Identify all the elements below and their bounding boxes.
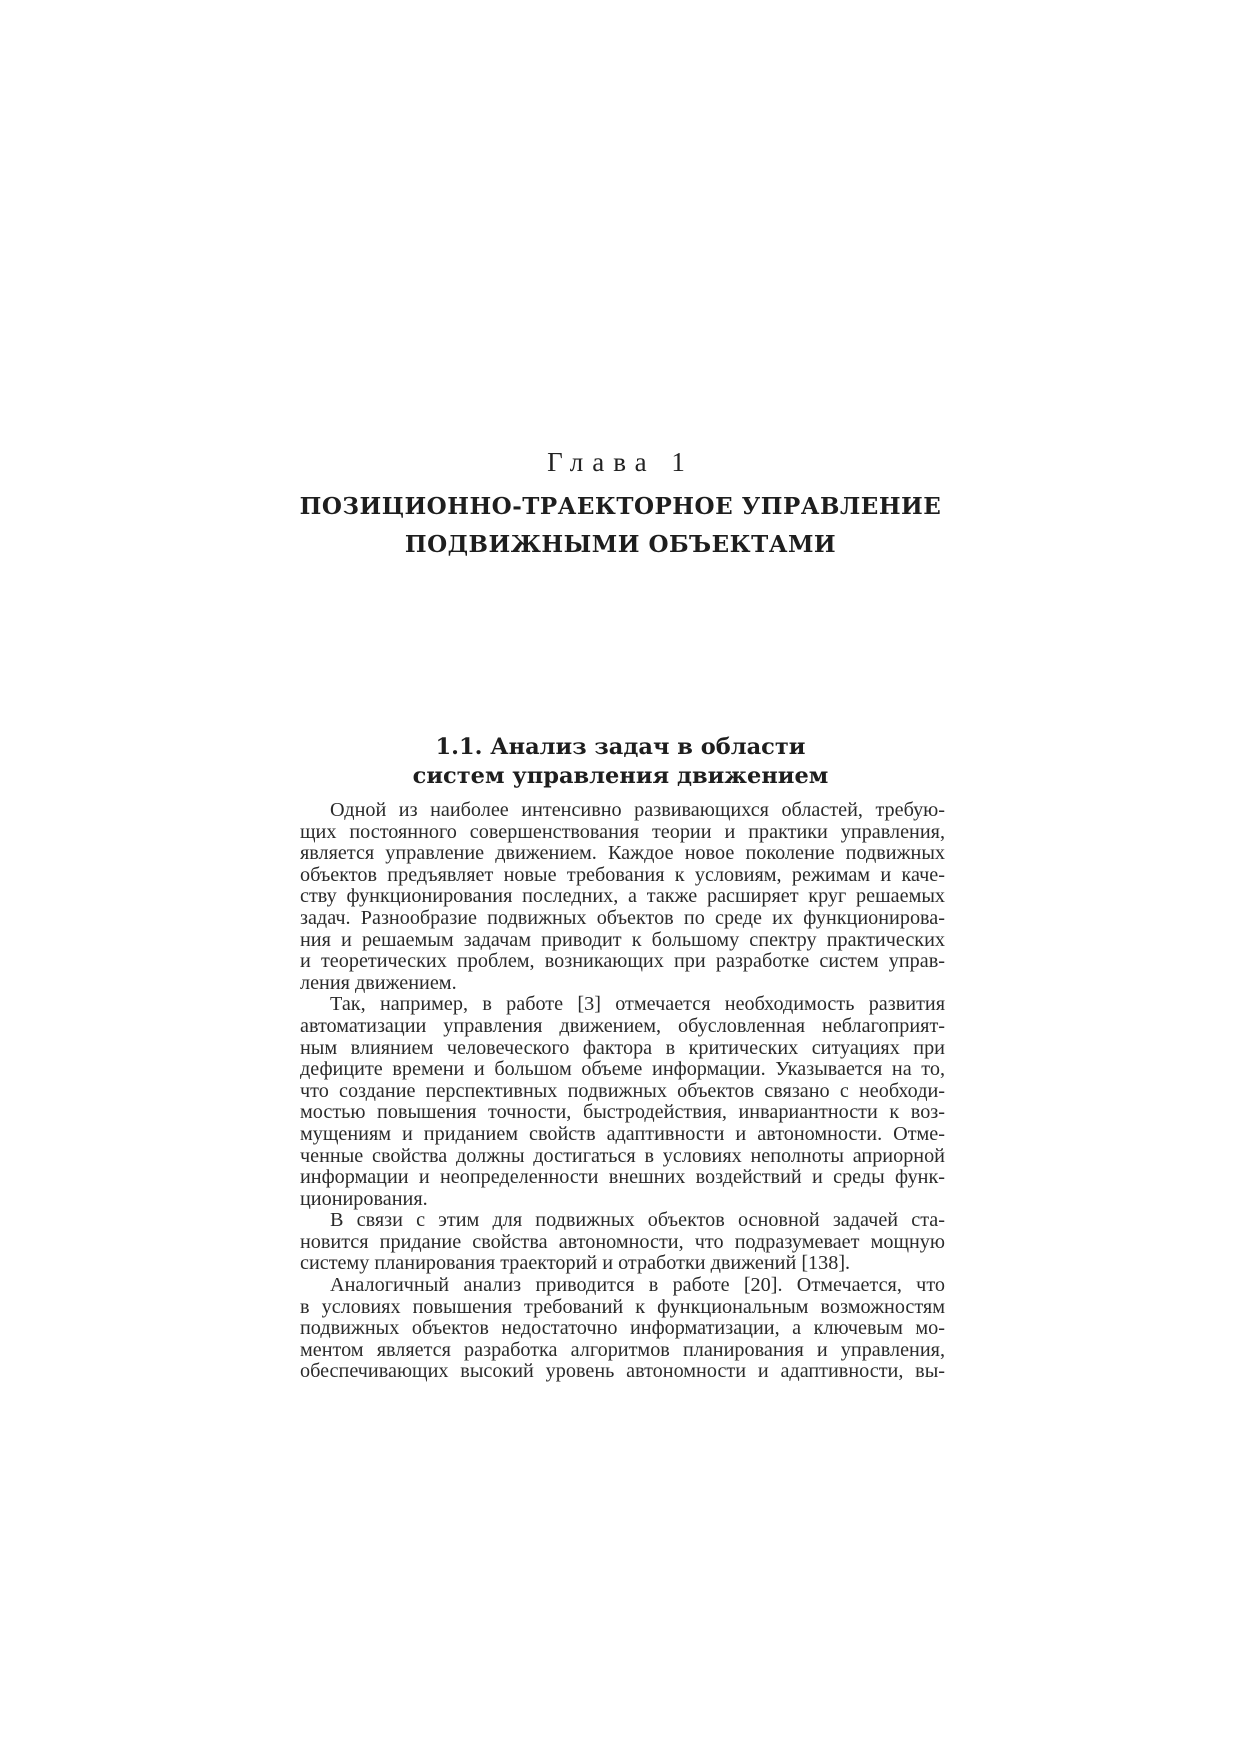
paragraph-line: В связи с этим для подвижных объектов основной задачей ста- [330, 1209, 945, 1232]
paragraph-line: является управление движением. Каждое новое поколение подвижных [300, 842, 945, 865]
paragraph [300, 1210, 945, 1275]
paragraph-line: что создание перспективных подвижных объектов связано с необходи- [300, 1079, 945, 1102]
paragraph-line: обеспечивающих высокий уровень автономности и адаптивности, вы- [300, 1360, 945, 1383]
paragraph-line: и теоретических проблем, возникающих при разработке систем управ- [300, 950, 945, 973]
paragraph-line: Так, например, в работе [3] отмечается необходимость развития [330, 993, 945, 1016]
paragraph-line: ления движением. [300, 971, 457, 994]
paragraph-line: Аналогичный анализ приводится в работе [20]. Отмечается, что [330, 1274, 945, 1297]
paragraph-line: автоматизации управления движением, обусловленная неблагоприят- [300, 1014, 945, 1037]
paragraph-line: ния и решаемым задачам приводит к большому спектру практических [300, 928, 945, 951]
paragraph [300, 1275, 945, 1383]
section-title [0, 733, 1241, 791]
section-title-line: систем управления движением [412, 763, 829, 789]
paragraph-line: ству функционирования последних, а также расширяет круг решаемых [300, 885, 945, 908]
paragraph [300, 800, 945, 994]
paragraph-line: в условиях повышения требований к функциональным возможностям [300, 1295, 945, 1318]
paragraph-line: подвижных объектов недостаточно информатизации, а ключевым мо- [300, 1317, 945, 1340]
paragraph-line: дефиците времени и большом объеме информации. Указывается на то, [300, 1058, 945, 1081]
body-text [300, 800, 945, 1383]
paragraph-line: ченные свойства должны достигаться в условиях неполноты априорной [300, 1144, 945, 1167]
paragraph-line: мостью повышения точности, быстродействия, инвариантности к воз- [300, 1101, 945, 1124]
paragraph-line: объектов предъявляет новые требования к условиям, режимам и каче- [300, 863, 945, 886]
chapter-label: Глава 1 [547, 447, 694, 477]
paragraph [300, 994, 945, 1210]
paragraph-line: Одной из наиболее интенсивно развивающихся областей, требую- [330, 799, 945, 821]
paragraph-line: информации и неопределенности внешних воздействий и среды функ- [300, 1166, 945, 1189]
paragraph-line: ным влиянием человеческого фактора в критических ситуациях при [300, 1036, 945, 1059]
chapter-title-line: ПОДВИЖНЫМИ ОБЪЕКТАМИ [404, 531, 837, 558]
paragraph-line: новится придание свойства автономности, что подразумевает мощную [300, 1230, 945, 1253]
paragraph-line: ционирования. [300, 1187, 428, 1210]
paragraph-line: систему планирования траекторий и отработки движений [138]. [300, 1252, 851, 1275]
chapter-title-line: ПОЗИЦИОННО-ТРАЕКТОРНОЕ УПРАВЛЕНИЕ [299, 493, 942, 520]
paragraph-line: ментом является разработка алгоритмов планирования и управления, [300, 1338, 945, 1361]
section-title-line: 1.1. Анализ задач в области [435, 734, 806, 760]
chapter-title [0, 488, 1241, 564]
paragraph-line: щих постоянного совершенствования теории и практики управления, [300, 820, 945, 843]
paragraph-line: мущениям и приданием свойств адаптивности и автономности. Отме- [300, 1122, 945, 1145]
paragraph-line: задач. Разнообразие подвижных объектов по среде их функционирова- [300, 906, 945, 929]
